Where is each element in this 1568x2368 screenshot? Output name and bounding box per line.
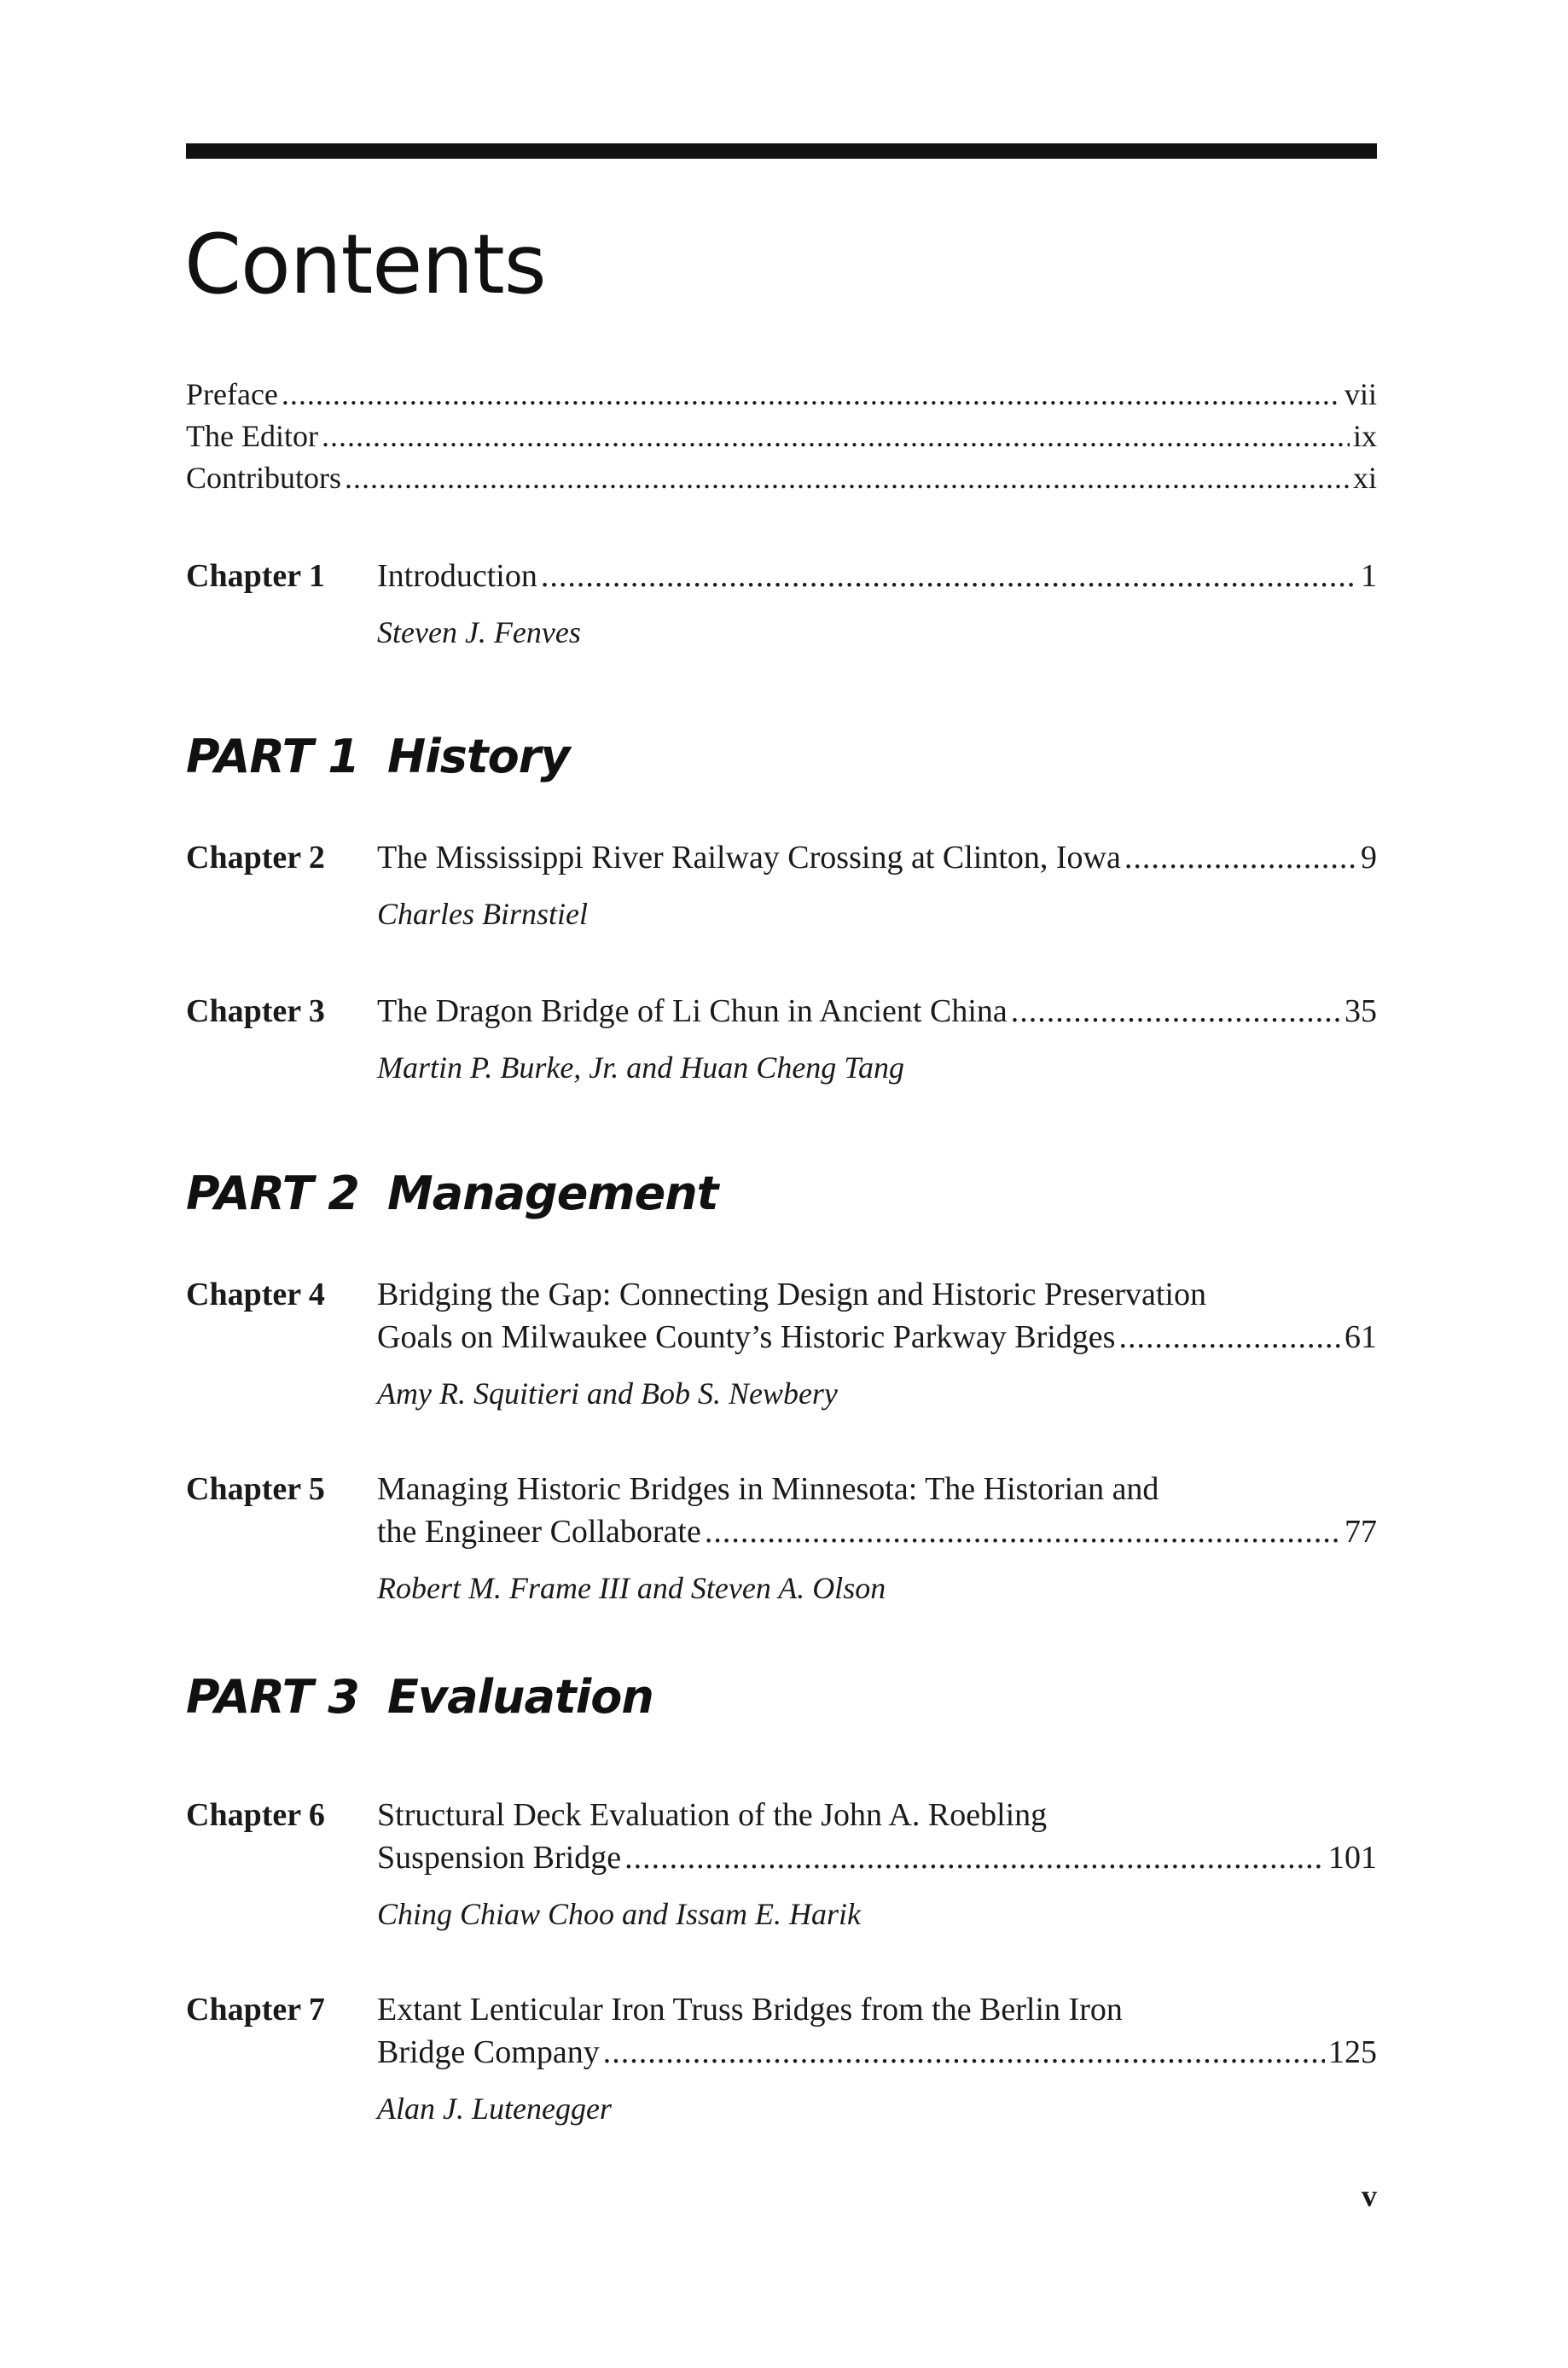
chapter-label: Chapter 4 [186, 1277, 325, 1312]
chapter-title-line [377, 2031, 1377, 2074]
chapter-page: 35 [1344, 993, 1377, 1029]
chapter-title: Introduction [377, 558, 537, 594]
chapter-label: Chapter 1 [186, 558, 325, 594]
page-number: v [1362, 2179, 1377, 2213]
dot-leader [1118, 1316, 1341, 1359]
chapter-title: Extant Lenticular Iron Truss Bridges from the Berlin Iron [377, 1992, 1123, 2028]
part-title: Evaluation [387, 1670, 653, 1724]
chapter-author: Robert M. Frame III and Steven A. Olson [377, 1571, 886, 1605]
part-number: PART 2 [186, 1167, 359, 1220]
chapter-title: The Mississippi River Railway Crossing at Clinton, Iowa [377, 840, 1121, 876]
chapter-title-line [377, 1510, 1377, 1553]
dot-leader [345, 457, 1350, 499]
chapter-title-cont: Bridge Company [377, 2034, 600, 2070]
dot-leader [1011, 990, 1341, 1033]
part-heading-1 [186, 730, 570, 783]
chapter-title-cont: Suspension Bridge [377, 1840, 622, 1876]
toc-entry-preface[interactable] [186, 374, 1377, 416]
chapter-label: Chapter 6 [186, 1797, 325, 1833]
chapter-title: Managing Historic Bridges in Minnesota: The Historian and [377, 1471, 1159, 1507]
chapter-title: The Dragon Bridge of Li Chun in Ancient China [377, 993, 1008, 1029]
dot-leader [322, 416, 1350, 457]
chapter-title-line [377, 1316, 1377, 1359]
dot-leader [1124, 836, 1357, 879]
part-heading-3 [186, 1670, 653, 1724]
chapter-page: 125 [1328, 2034, 1377, 2070]
part-number: PART 1 [186, 730, 359, 783]
chapter-label: Chapter 7 [186, 1992, 325, 2028]
chapter-title-cont: Goals on Milwaukee County’s Historic Parkway Bridges [377, 1319, 1116, 1355]
chapter-author: Ching Chiaw Choo and Issam E. Harik [377, 1897, 862, 1931]
chapter-title-line [377, 990, 1377, 1033]
front-matter [186, 374, 1377, 499]
dot-leader [541, 555, 1357, 597]
dot-leader [603, 2031, 1325, 2074]
chapter-title: Bridging the Gap: Connecting Design and Historic Preservation [377, 1277, 1206, 1312]
part-heading-2 [186, 1167, 718, 1220]
chapter-title-line [377, 555, 1377, 597]
entry-page: vii [1344, 377, 1377, 411]
chapter-label: Chapter 5 [186, 1471, 325, 1507]
toc-entry-editor[interactable] [186, 416, 1377, 457]
chapter-page: 61 [1344, 1319, 1377, 1355]
chapter-title-line [377, 1836, 1377, 1879]
chapter-author: Amy R. Squitieri and Bob S. Newbery [377, 1376, 838, 1411]
header-rule [186, 143, 1377, 159]
chapter-label: Chapter 2 [186, 840, 325, 876]
chapter-title-cont: the Engineer Collaborate [377, 1514, 701, 1550]
chapter-title-line [377, 836, 1377, 879]
chapter-page: 1 [1361, 558, 1377, 594]
dot-leader [282, 374, 1341, 416]
chapter-author: Steven J. Fenves [377, 615, 581, 649]
entry-page: ix [1352, 419, 1377, 453]
chapter-title: Structural Deck Evaluation of the John A. Roebling [377, 1797, 1048, 1833]
entry-title: Contributors [186, 461, 342, 495]
entry-title: The Editor [186, 419, 318, 453]
entry-title: Preface [186, 377, 278, 411]
page-title: Contents [184, 217, 546, 312]
toc-entry-contributors[interactable] [186, 457, 1377, 499]
part-title: History [387, 730, 570, 783]
chapter-page: 77 [1344, 1514, 1377, 1550]
chapter-label: Chapter 3 [186, 993, 325, 1029]
chapter-author: Alan J. Lutenegger [377, 2092, 612, 2126]
dot-leader [624, 1836, 1325, 1879]
part-number: PART 3 [186, 1670, 359, 1724]
chapter-author: Charles Birnstiel [377, 897, 589, 931]
chapter-author: Martin P. Burke, Jr. and Huan Cheng Tang [377, 1050, 905, 1085]
chapter-page: 101 [1328, 1840, 1377, 1876]
dot-leader [705, 1510, 1341, 1553]
part-title: Management [387, 1167, 718, 1220]
entry-page: xi [1352, 461, 1377, 495]
chapter-page: 9 [1361, 840, 1377, 876]
